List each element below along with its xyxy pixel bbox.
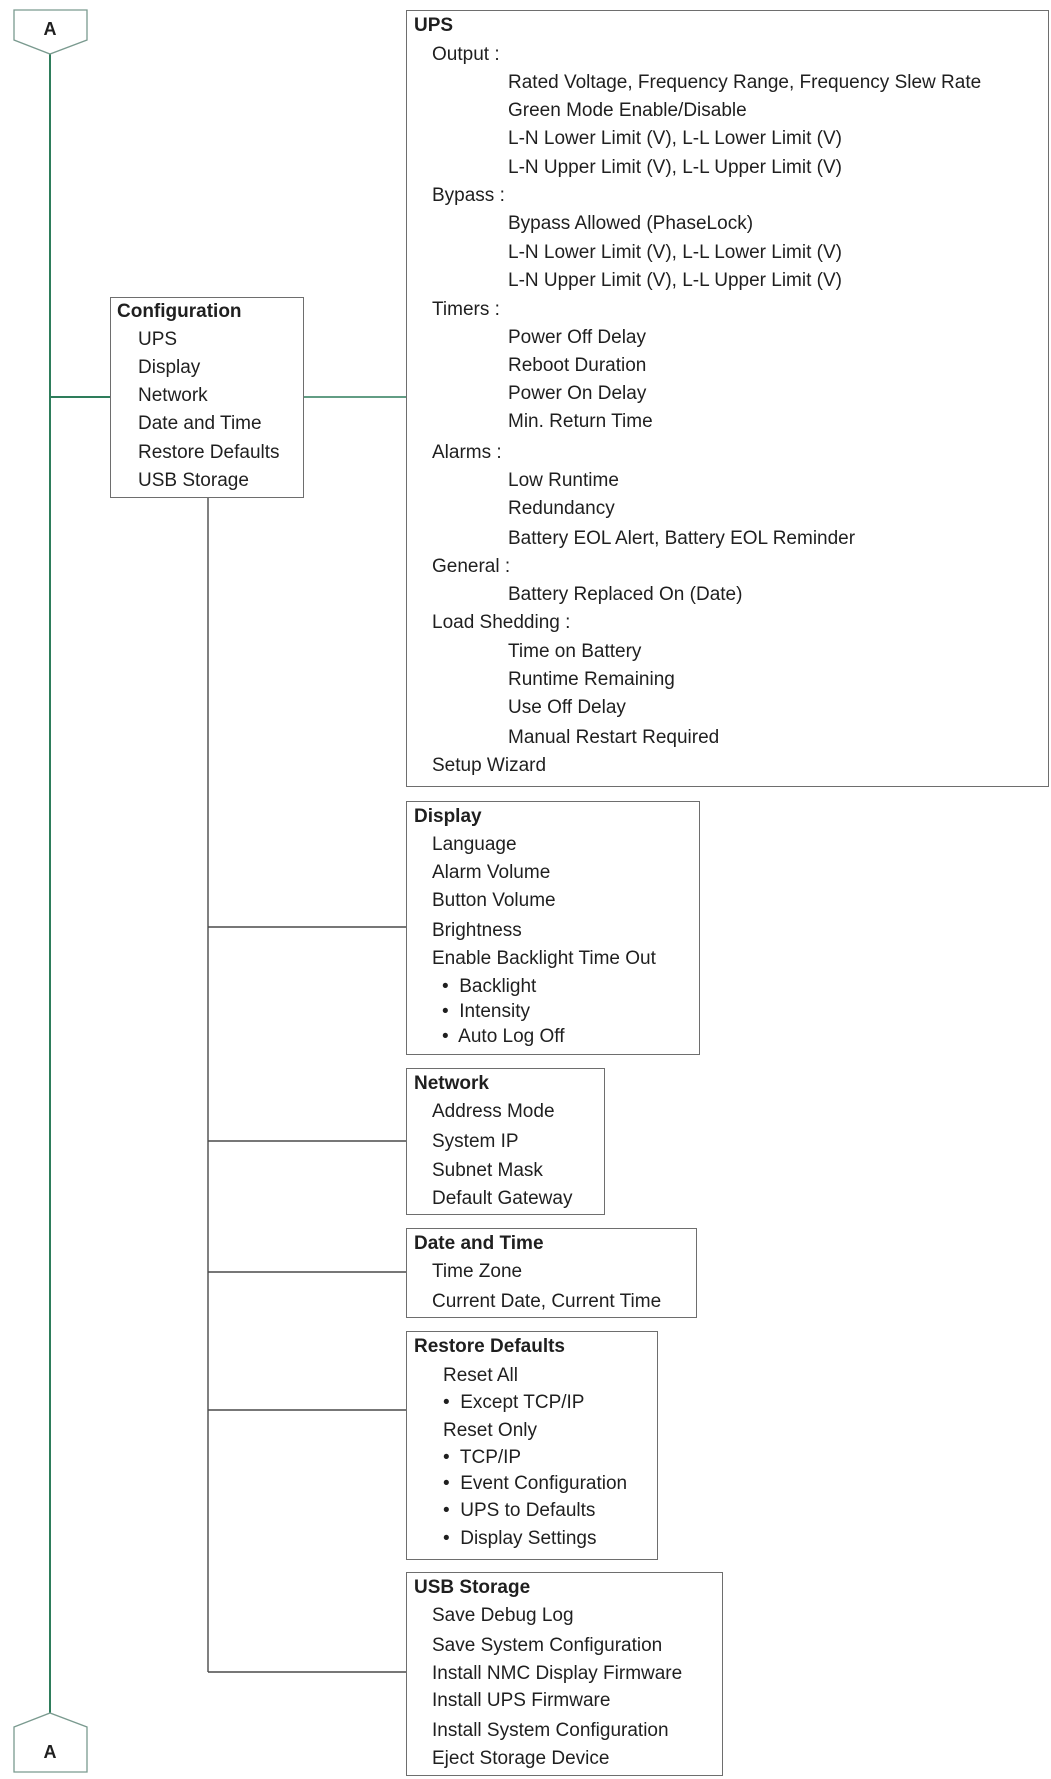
ups-bypass-item: L-N Upper Limit (V), L-L Upper Limit (V) [508, 270, 842, 291]
ups-box [406, 10, 1049, 787]
ups-timers-label: Timers : [432, 299, 500, 320]
connector-a-top-label: A [43, 19, 57, 39]
ups-alarms-item: Redundancy [508, 498, 615, 519]
restore-bullet-item: • Display Settings [443, 1528, 597, 1549]
display-bullet-item: • Auto Log Off [442, 1026, 565, 1047]
restore-defaults-box [406, 1331, 658, 1560]
restore-bullet-label: Event Configuration [460, 1473, 628, 1494]
ups-load-shedding-item: Time on Battery [508, 641, 642, 662]
usb-storage-item: Save System Configuration [432, 1635, 663, 1656]
restore-bullet-item: • Except TCP/IP [443, 1392, 585, 1413]
ups-load-shedding-item: Use Off Delay [508, 697, 626, 718]
ups-general-label: General : [432, 556, 511, 577]
configuration-title: Configuration [117, 301, 242, 322]
date-time-box [406, 1228, 697, 1318]
configuration-item-network: Network [138, 385, 208, 406]
ups-general-item: Battery Replaced On (Date) [508, 584, 743, 605]
usb-storage-item: Save Debug Log [432, 1605, 574, 1626]
configuration-item-display: Display [138, 357, 201, 378]
date-time-title: Date and Time [414, 1233, 544, 1254]
network-item: System IP [432, 1131, 519, 1152]
ups-bypass-item: Bypass Allowed (PhaseLock) [508, 213, 754, 234]
restore-bullet-item: • TCP/IP [443, 1447, 522, 1468]
restore-reset-only: Reset Only [443, 1420, 537, 1441]
ups-output-label: Output : [432, 44, 500, 65]
restore-bullet-label: TCP/IP [459, 1447, 522, 1468]
configuration-item-ups: UPS [138, 329, 178, 350]
ups-output-item: L-N Upper Limit (V), L-L Upper Limit (V) [508, 157, 842, 178]
usb-storage-item: Install UPS Firmware [432, 1690, 611, 1711]
ups-bypass-label: Bypass : [432, 185, 505, 206]
date-time-item: Time Zone [432, 1261, 523, 1282]
restore-reset-all: Reset All [443, 1365, 518, 1386]
restore-bullet-label: Display Settings [460, 1528, 597, 1549]
display-box [406, 801, 700, 1055]
connector-a-bottom-label: A [43, 1742, 57, 1762]
display-bullet-label: Intensity [459, 1001, 530, 1022]
restore-defaults-title: Restore Defaults [414, 1336, 565, 1357]
ups-bypass-item: L-N Lower Limit (V), L-L Lower Limit (V) [508, 242, 842, 263]
ups-output-item: L-N Lower Limit (V), L-L Lower Limit (V) [508, 128, 842, 149]
ups-timers-item: Min. Return Time [508, 411, 653, 432]
display-bullet-item: • Intensity [442, 1001, 530, 1022]
usb-storage-item: Install NMC Display Firmware [432, 1663, 683, 1684]
ups-title: UPS [414, 15, 454, 36]
display-item: Language [432, 834, 517, 855]
ups-output-item: Rated Voltage, Frequency Range, Frequency Slew Rate [508, 72, 982, 93]
network-item: Address Mode [432, 1101, 555, 1122]
configuration-item-date-time: Date and Time [138, 413, 262, 434]
ups-timers-item: Reboot Duration [508, 355, 647, 376]
ups-setup-wizard: Setup Wizard [432, 755, 547, 776]
display-bullet-label: Backlight [459, 976, 537, 997]
configuration-item-usb-storage: USB Storage [138, 470, 249, 491]
restore-bullet-label: Except TCP/IP [460, 1392, 585, 1413]
network-box [406, 1068, 605, 1215]
ups-timers-item: Power Off Delay [508, 327, 646, 348]
display-bullet-label: Auto Log Off [458, 1026, 565, 1047]
usb-storage-item: Install System Configuration [432, 1720, 669, 1741]
restore-bullet-item: • UPS to Defaults [443, 1500, 596, 1521]
configuration-item-restore-defaults: Restore Defaults [138, 442, 280, 463]
usb-storage-title: USB Storage [414, 1577, 531, 1598]
display-item: Alarm Volume [432, 862, 551, 883]
restore-bullet-item: • Event Configuration [443, 1473, 628, 1494]
ups-alarms-label: Alarms : [432, 442, 502, 463]
display-item: Button Volume [432, 890, 556, 911]
ups-alarms-item: Battery EOL Alert, Battery EOL Reminder [508, 528, 856, 549]
restore-bullet-label: UPS to Defaults [460, 1500, 596, 1521]
ups-load-shedding-label: Load Shedding : [432, 612, 571, 633]
ups-load-shedding-item: Manual Restart Required [508, 727, 720, 748]
configuration-box [110, 297, 304, 498]
usb-storage-item: Eject Storage Device [432, 1748, 610, 1769]
usb-storage-box [406, 1572, 723, 1776]
display-bullet-item: • Backlight [442, 976, 537, 997]
display-item: Brightness [432, 920, 522, 941]
display-title: Display [414, 806, 482, 827]
display-item: Enable Backlight Time Out [432, 948, 656, 969]
ups-load-shedding-item: Runtime Remaining [508, 669, 675, 690]
ups-output-item: Green Mode Enable/Disable [508, 100, 747, 121]
date-time-item: Current Date, Current Time [432, 1291, 662, 1312]
ups-alarms-item: Low Runtime [508, 470, 619, 491]
network-item: Subnet Mask [432, 1160, 543, 1181]
network-item: Default Gateway [432, 1188, 573, 1209]
ups-timers-item: Power On Delay [508, 383, 647, 404]
network-title: Network [414, 1073, 489, 1094]
